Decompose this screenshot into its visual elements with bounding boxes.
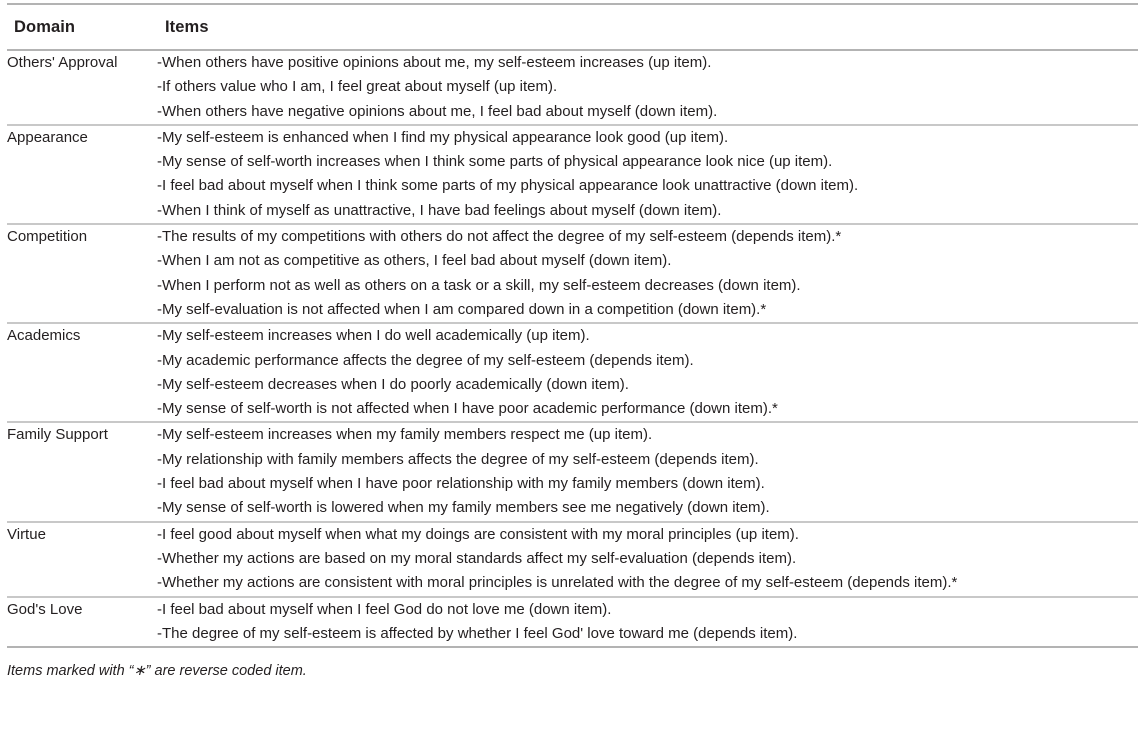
column-header-domain: Domain <box>14 18 76 36</box>
item-line: -If others value who I am, I feel great about myself (up item). <box>157 78 558 96</box>
item-line: -When I perform not as well as others on a task or a skill, my self-esteem decreases (down item). <box>157 276 801 294</box>
item-line: -My sense of self-worth is not affected when I have poor academic performance (down item).* <box>157 400 778 418</box>
table-row <box>7 224 1138 323</box>
table-row <box>7 597 1138 647</box>
item-line: -Whether my actions are consistent with moral principles is unrelated with the degree of my self-esteem (depends item).* <box>157 574 958 592</box>
table-bottom-rule <box>7 646 1138 648</box>
item-line: -The degree of my self-esteem is affected by whether I feel God' love toward me (depends item). <box>157 624 798 642</box>
item-line: -Whether my actions are based on my moral standards affect my self-evaluation (depends item). <box>157 549 797 567</box>
item-line: -My sense of self-worth is lowered when my family members see me negatively (down item). <box>157 499 770 517</box>
domain-cell: Family Support <box>7 422 157 521</box>
item-line: -I feel good about myself when what my doings are consistent with my moral principles (up item). <box>157 525 799 543</box>
table-body <box>7 51 1138 646</box>
item-line: -My self-esteem is enhanced when I find my physical appearance look good (up item). <box>157 128 729 146</box>
item-line: -The results of my competitions with others do not affect the degree of my self-esteem (depends item).* <box>157 228 842 246</box>
item-line: -My self-evaluation is not affected when I am compared down in a competition (down item).* <box>157 300 767 318</box>
items-cell <box>157 422 1138 521</box>
item-line: -When others have negative opinions about me, I feel bad about myself (down item). <box>157 102 718 120</box>
item-line: -When I am not as competitive as others, I feel bad about myself (down item). <box>157 252 672 270</box>
items-cell <box>157 224 1138 323</box>
domain-cell: God's Love <box>7 597 157 647</box>
item-line: -When I think of myself as unattractive, I have bad feelings about myself (down item). <box>157 201 722 219</box>
items-cell <box>157 522 1138 597</box>
domain-cell: Competition <box>7 224 157 323</box>
item-line: -When others have positive opinions about me, my self-esteem increases (up item). <box>157 54 712 71</box>
table-footnote: Items marked with “∗” are reverse coded item. <box>7 663 307 680</box>
item-line: -My relationship with family members affects the degree of my self-esteem (depends item). <box>157 450 759 468</box>
domain-cell: Appearance <box>7 125 157 224</box>
column-header-items: Items <box>165 18 209 36</box>
domain-cell: Academics <box>7 323 157 422</box>
items-cell <box>157 125 1138 224</box>
domain-items-table <box>7 5 1138 49</box>
table-row <box>7 323 1138 422</box>
items-cell <box>157 323 1138 422</box>
item-line: -My sense of self-worth increases when I think some parts of physical appearance look nice (up item). <box>157 153 833 171</box>
item-line: -I feel bad about myself when I think some parts of my physical appearance look unattractive (down item). <box>157 177 859 195</box>
items-cell <box>157 51 1138 125</box>
item-line: -I feel bad about myself when I feel God do not love me (down item). <box>157 600 612 618</box>
domain-cell: Others' Approval <box>7 54 118 71</box>
table-header <box>7 5 1138 49</box>
domain-items-table-figure <box>0 3 1145 753</box>
table-row <box>7 125 1138 224</box>
table-row <box>7 522 1138 597</box>
table-row <box>7 422 1138 521</box>
item-line: -My self-esteem increases when my family members respect me (up item). <box>157 426 653 444</box>
item-line: -My self-esteem increases when I do well academically (up item). <box>157 327 590 345</box>
header-row <box>7 5 1138 49</box>
items-cell <box>157 597 1138 647</box>
table-row <box>7 51 1138 125</box>
domain-cell: Virtue <box>7 522 157 597</box>
domain-items-table-body <box>7 51 1138 646</box>
item-line: -I feel bad about myself when I have poor relationship with my family members (down item). <box>157 475 765 493</box>
item-line: -My academic performance affects the degree of my self-esteem (depends item). <box>157 351 694 369</box>
item-line: -My self-esteem decreases when I do poorly academically (down item). <box>157 375 629 393</box>
